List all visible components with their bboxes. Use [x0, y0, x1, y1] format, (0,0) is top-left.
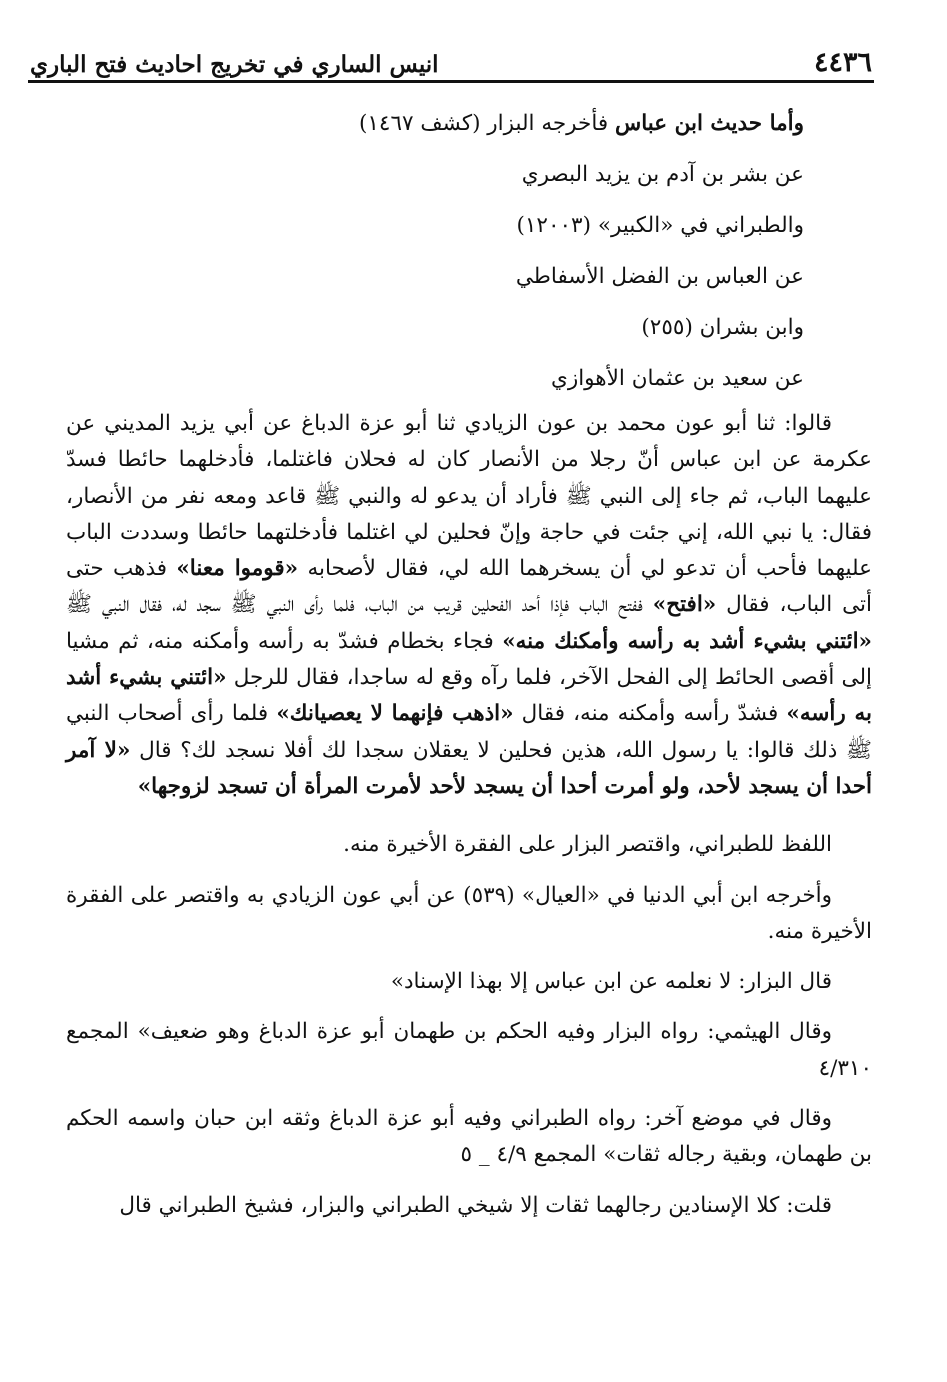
hadith-text-6: فلما رأى أصحاب النبي ﷺ ذلك قالوا: يا رسول الله، هذين فحلين لا يعقلان سجدا لك أفلا نسجد لك؟ قال [66, 701, 872, 763]
hadith-quote-2: «افتح» [652, 592, 717, 618]
hadith-paragraph [66, 406, 872, 805]
note-4: وقال الهيثمي: رواه البزار وفيه الحكم بن طهمان أبو عزة الدباغ وهو ضعيف» المجمع ٤/٣١٠ [66, 1019, 872, 1081]
hadith-text-5: فشدّ رأسه وأمكنه منه، فقال [513, 701, 787, 727]
source-line-1 [66, 98, 872, 149]
hadith-text-3: ففتح الباب فإذا أحد الفحلين قريب من الباب، فلما رأى النبي ﷺ سجد له، فقال النبي ﷺ [66, 592, 653, 618]
source-line-1-rest: فأخرجه البزار (كشف ١٤٦٧) [358, 111, 615, 136]
source-line-3: والطبراني في «الكبير» (١٢٠٠٣) [516, 213, 804, 238]
page-number: ٤٤٣٦ [813, 47, 872, 78]
note-3: قال البزار: لا نعلمه عن ابن عباس إلا بهذا الإسناد» [390, 969, 832, 995]
hadith-quote-4: «ائتني بشيء أشد به رأسه» [66, 665, 873, 727]
page-body [66, 98, 872, 1224]
hadith-quote-1: «قوموا معنا» [176, 556, 299, 582]
note-5: وقال في موضع آخر: رواه الطبراني وفيه أبو عزة الدباغ وثقه ابن حبان واسمه الحكم بن طهمان، وبقية رجاله ثقات» المجمع ٤/٩ _ ٥ [66, 1106, 872, 1168]
hadith-quote-5: «اذهب فإنهما لا يعصيانك» [276, 701, 514, 727]
hadith-quote-6: «لا آمر أحدا أن يسجد لأحد، ولو أمرت أحدا أن يسجد لأحد لأمرت المرأة أن تسجد لزوجها» [66, 737, 872, 799]
hadith-text-4: فجاء بخطام فشدّ به رأسه وأمكنه منه، ثم مشيا إلى أقصى الحائط إلى الفحل الآخر، فلما رآه وقع له ساجدا، فقال للرجل [66, 628, 872, 691]
running-title: انيس الساري في تخريج احاديث فتح الباري [30, 51, 439, 78]
hadith-quote-3: «ائتني بشيء أشد به رأسه وأمكنك منه» [502, 628, 872, 654]
source-line-6: عن سعيد بن عثمان الأهوازي [551, 366, 804, 391]
page-header [30, 38, 872, 78]
source-line-5: وابن بشران (٢٥٥) [641, 315, 804, 340]
hadith-text-1: قالوا: ثنا أبو عون محمد بن عون الزيادي ثنا أبو عزة الدباغ عن أبي يزيد المديني عن عكرمة عن ابن عباس أنّ رجلا من الأنصار كان له فحلان فاغتلما، فأدخلهما حائطا فسدّ عليهما الباب، ثم جاء إلى النبي ﷺ فأراد أن يدعو له والنبي ﷺ قاعد ومعه نفر من الأنصار، فقال: يا نبي الله، إني جئت في حاجة وإنّ فحلين لي اغتلما فأدخلتهما حائطا وسددت الباب عليهما فأحب أن تدعو لي أن يسخرهما الله لي، فقال لأصحابه [66, 411, 872, 582]
source-line-1-bold: وأما حديث ابن عباس [615, 111, 804, 136]
note-1: اللفظ للطبراني، واقتصر البزار على الفقرة الأخيرة منه. [343, 832, 832, 858]
note-6: قلت: كلا الإسنادين رجالهما ثقات إلا شيخي الطبراني والبزار، فشيخ الطبراني قال [119, 1192, 832, 1218]
header-rule [28, 80, 874, 83]
note-2: وأخرجه ابن أبي الدنيا في «العيال» (٥٣٩) عن أبي عون الزيادي به واقتصر على الفقرة الأخيرة منه. [66, 882, 872, 944]
source-line-4: عن العباس بن الفضل الأسفاطي [515, 264, 804, 289]
hadith-text-2: فذهب حتى أتى الباب، فقال [66, 556, 873, 618]
source-line-2: عن بشر بن آدم بن يزيد البصري [521, 162, 804, 187]
